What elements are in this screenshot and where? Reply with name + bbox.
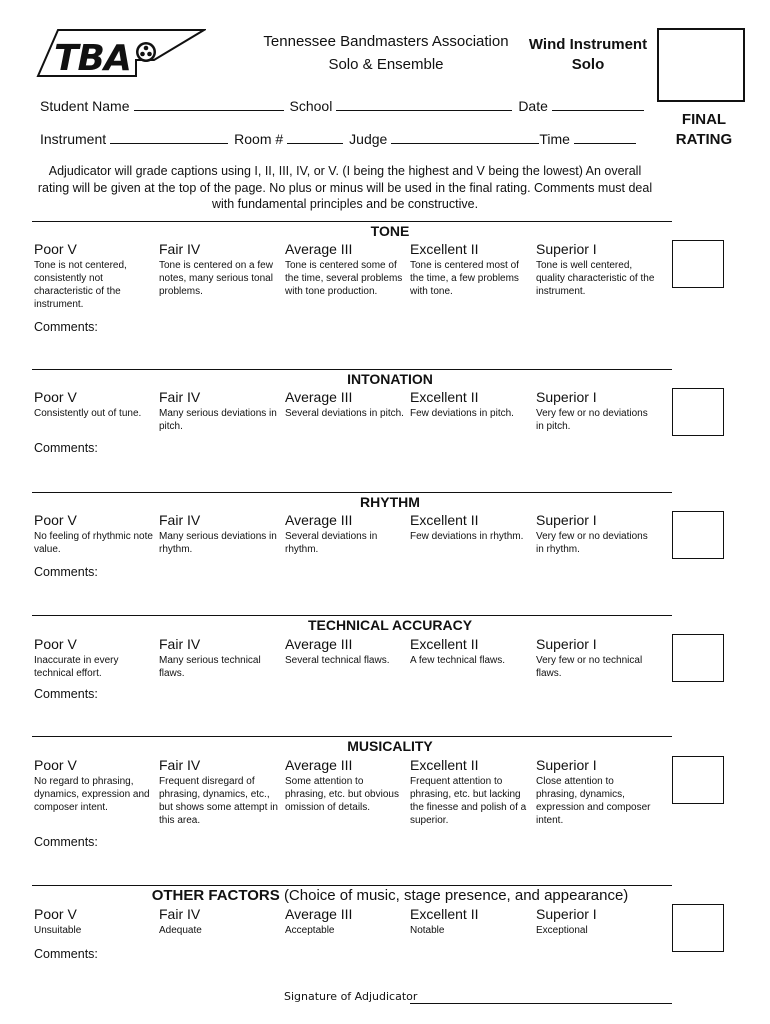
level-description: Several technical flaws. [285,655,390,666]
org-name: Tennessee Bandmasters Association [263,33,509,50]
level-description: Several deviations in rhythm. [285,531,378,555]
level-description: Frequent attention to phrasing, etc. but lacking the finesse and polish of a superior. [410,776,527,826]
level-label: Fair IV [159,389,201,405]
level-description: Few deviations in rhythm. [410,531,524,542]
level-description: Exceptional [536,925,588,936]
level-label: Superior I [536,512,597,528]
caption-rating-box[interactable] [672,634,724,682]
comments-label: Comments: [34,565,98,579]
level-label: Poor V [34,906,77,922]
instructions-line: rating will be given at the top of the page. No plus or minus will be used in the final rating. Comments must deal [37,180,653,195]
caption-rating-box[interactable] [672,240,724,288]
level-label: Excellent II [410,241,479,257]
level-description: Several deviations in pitch. [285,408,404,419]
tennessee-tristar-icon [136,42,156,62]
section-divider [32,369,672,370]
level-description: A few technical flaws. [410,655,506,666]
level-description: Tone is not centered, consistently not characteristic of the instrument. [34,260,127,310]
svg-text:TBA: TBA [54,38,131,78]
section-divider [32,736,672,737]
level-description: Tone is centered most of the time, a few problems with tone. [410,260,519,297]
level-label: Fair IV [159,241,201,257]
comments-label: Comments: [34,320,98,334]
level-label: Fair IV [159,636,201,652]
level-label: Superior I [536,241,597,257]
section-title [32,887,748,904]
date-field[interactable] [552,98,644,111]
section-title [32,738,748,754]
level-description: Close attention to phrasing, dynamics, expression and composer intent. [536,776,651,826]
section-divider [32,492,672,493]
section-divider [32,221,672,222]
comments-label: Comments: [34,947,98,961]
section-title-text: TONE [370,223,410,239]
level-label: Average III [285,512,353,528]
level-description: Some attention to phrasing, etc. but obvious omission of details. [285,776,399,813]
level-description: Tone is centered on a few notes, many serious tonal problems. [159,260,273,297]
level-label: Fair IV [159,906,201,922]
level-description: Very few or no deviations in rhythm. [536,531,648,555]
comments-label: Comments: [34,835,98,849]
level-description: Frequent disregard of phrasing, dynamics, etc., but shows some attempt in this area. [159,776,278,826]
level-label: Excellent II [410,636,479,652]
room-field[interactable] [287,131,343,144]
level-label: Poor V [34,389,77,405]
level-description: Many serious deviations in pitch. [159,408,277,432]
event-name: Solo & Ensemble [328,56,444,73]
section-title [32,371,748,387]
comments-label: Comments: [34,441,98,455]
level-label: Average III [285,636,353,652]
time-label: Time [539,131,570,147]
level-label: Poor V [34,512,77,528]
level-description: Unsuitable [34,925,82,936]
level-label: Superior I [536,636,597,652]
fields-row-2 [40,131,650,147]
section-title-text: OTHER FACTORS [151,887,280,904]
level-label: Average III [285,241,353,257]
level-label: Poor V [34,241,77,257]
school-label: School [289,98,333,114]
section-title-text: INTONATION [347,371,433,387]
instructions-line: with fundamental principles and be constructive. [211,197,479,211]
level-description: Tone is centered some of the time, several problems with tone production. [285,260,403,297]
category-line2: Solo [571,56,605,73]
comments-label: Comments: [34,687,98,701]
level-description: No regard to phrasing, dynamics, expression and composer intent. [34,776,150,813]
level-description: Inaccurate in every technical effort. [34,655,119,679]
level-label: Superior I [536,757,597,773]
section-divider [32,615,672,616]
room-label: Room # [234,131,284,147]
level-description: Very few or no deviations in pitch. [536,408,648,432]
final-rating-box[interactable] [657,28,745,102]
school-field[interactable] [336,98,512,111]
instructions-line: Adjudicator will grade captions using I, II, III, IV, or V. (I being the highest and V being the lowest) An overall [48,164,642,178]
level-label: Excellent II [410,512,479,528]
section-subtitle: (Choice of music, stage presence, and appearance) [283,887,629,904]
level-label: Excellent II [410,757,479,773]
level-description: Consistently out of tune. [34,408,142,419]
caption-rating-box[interactable] [672,756,724,804]
final-label-line2: RATING [675,131,733,148]
level-label: Superior I [536,389,597,405]
date-label: Date [518,98,548,114]
level-description: No feeling of rhythmic note value. [34,531,153,555]
level-description: Many serious deviations in rhythm. [159,531,277,555]
judge-label: Judge [349,131,388,147]
level-description: Notable [410,925,445,936]
section-title-text: MUSICALITY [347,738,433,754]
judge-field[interactable] [391,131,539,144]
level-label: Average III [285,389,353,405]
level-label: Excellent II [410,389,479,405]
level-description: Many serious technical flaws. [159,655,261,679]
level-label: Average III [285,757,353,773]
level-label: Average III [285,906,353,922]
instrument-field[interactable] [110,131,228,144]
section-title-text: TECHNICAL ACCURACY [307,617,473,633]
section-title [32,617,748,633]
caption-rating-box[interactable] [672,904,724,952]
level-label: Poor V [34,757,77,773]
level-label: Excellent II [410,906,479,922]
signature-label: Signature of Adjudicator [284,990,418,1003]
level-label: Superior I [536,906,597,922]
instructions [30,163,660,213]
instrument-label: Instrument [40,131,107,147]
level-description: Tone is well centered, quality characteristic of the instrument. [536,260,655,297]
fields-row-1 [40,98,650,114]
section-title-text: RHYTHM [360,494,420,510]
section-title [32,223,748,239]
caption-rating-box[interactable] [672,511,724,559]
signature-line[interactable] [410,1003,672,1004]
time-field[interactable] [574,131,636,144]
level-label: Fair IV [159,757,201,773]
tba-logo [36,28,206,78]
level-description: Very few or no technical flaws. [536,655,643,679]
section-title [32,494,748,510]
level-description: Acceptable [285,925,335,936]
level-description: Few deviations in pitch. [410,408,514,419]
final-label-line1: FINAL [681,111,727,128]
level-description: Adequate [159,925,202,936]
section-divider [32,885,672,886]
student-name-label: Student Name [40,98,130,114]
level-label: Fair IV [159,512,201,528]
student-name-field[interactable] [134,98,284,111]
level-label: Poor V [34,636,77,652]
caption-rating-box[interactable] [672,388,724,436]
category-line1: Wind Instrument [528,36,648,53]
